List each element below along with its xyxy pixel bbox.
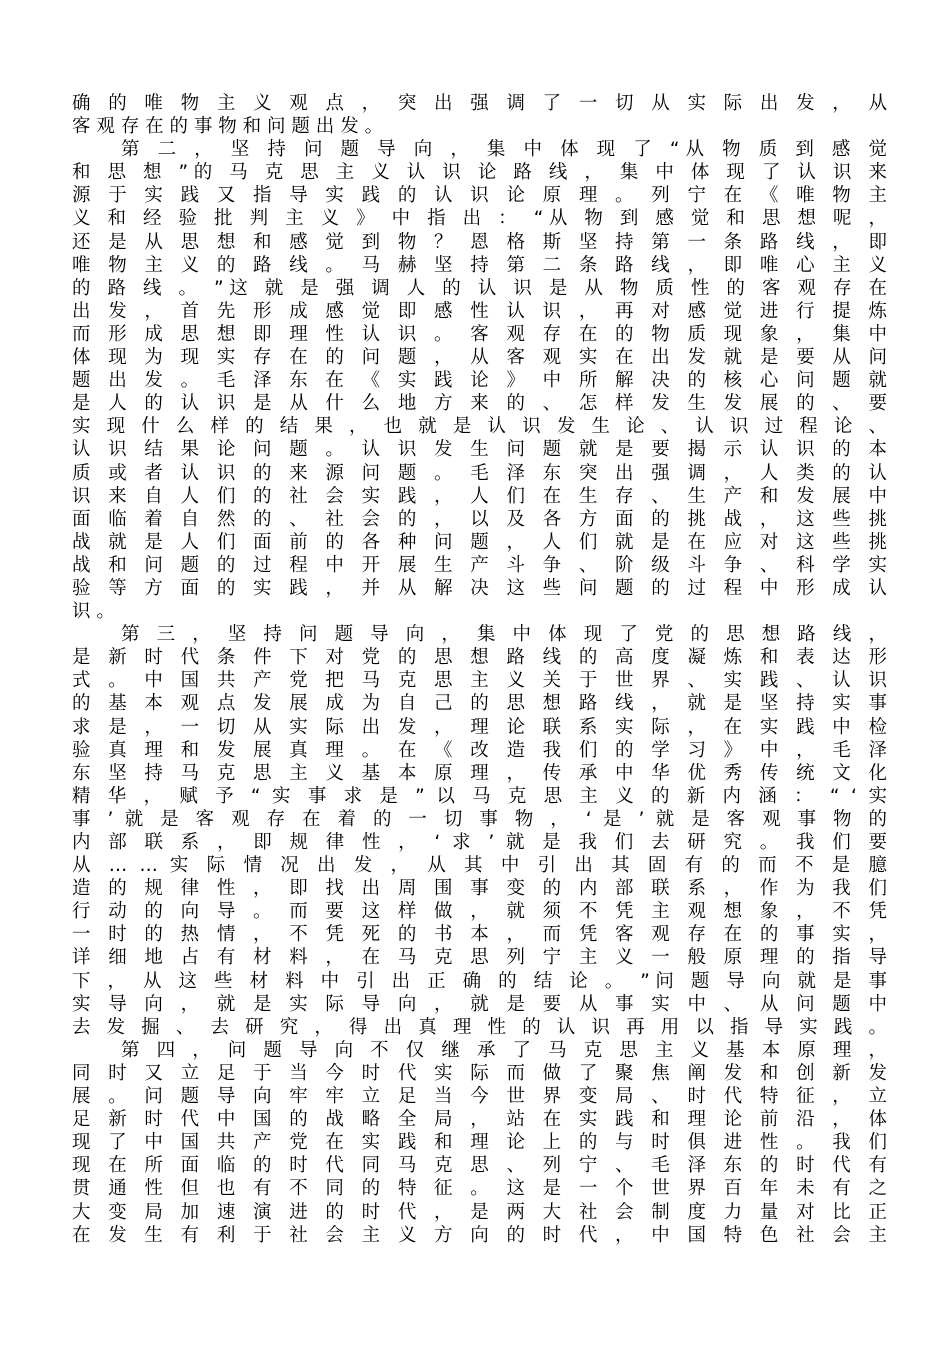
text-line: 大 变 局 加 速 演 进 的 时 代 ， 是 两 大 社 会 制 度 力 量 对 比 正: [72, 1201, 887, 1223]
text-line: 是 人 的 认 识 是 从 什 么 地 方 来 的 、 怎 样 发 生 发 展 的 、 要: [72, 393, 887, 415]
text-line: 是 新 时 代 条 件 下 对 党 的 思 想 路 线 的 高 度 凝 炼 和 表 达 形: [72, 647, 887, 669]
text-line: 实 导 向 ， 就 是 实 际 导 向 ， 就 是 要 从 事 实 中 、 从 问 题 中: [72, 993, 887, 1015]
text-line: 贯 通 性 但 也 有 不 同 的 特 征 。 这 是 一 个 世 界 百 年 未 有 之: [72, 1178, 887, 1200]
text-line: 验 等 方 面 的 实 践 ， 并 从 解 决 这 些 问 题 的 过 程 中 形 成 认: [72, 577, 887, 599]
text-line: 识 来 自 人 们 的 社 会 实 践 ， 人 们 在 生 存 、 生 产 和 发 展 中: [72, 485, 887, 507]
text-line: 认 识 结 果 论 问 题 。 认 识 发 生 问 题 就 是 要 揭 示 认 识 的 本: [72, 439, 887, 461]
text-line: 源 于 实 践 又 指 导 实 践 的 认 识 论 原 理 。 列 宁 在 《 唯 物 主: [72, 185, 887, 207]
text-line: 验 真 理 和 发 展 真 理 。 在 《 改 造 我 们 的 学 习 》 中 ， 毛 泽: [72, 739, 887, 761]
text-line: 现 在 所 面 临 的 时 代 同 马 克 思 、 列 宁 、 毛 泽 东 的 时 代 有: [72, 1155, 887, 1177]
paragraph-4: [72, 1039, 887, 1247]
text-line: 实 现 什 么 样 的 结 果 ， 也 就 是 认 识 发 生 论 、 认 识 过 程 论 、: [72, 416, 887, 438]
text-line: 足 新 时 代 中 国 的 战 略 全 局 ， 站 在 实 践 和 理 论 前 沿 ， 体: [72, 1109, 887, 1131]
text-line: 第 三 ， 坚 持 问 题 导 向 ， 集 中 体 现 了 党 的 思 想 路 线 ，: [121, 624, 887, 646]
text-line: 体 现 为 现 实 存 在 的 问 题 ， 从 客 观 实 在 出 发 就 是 要 从 问: [72, 347, 887, 369]
text-line: 战 和 问 题 的 过 程 中 开 展 生 产 斗 争 、 阶 级 斗 争 、 科 学 实: [72, 554, 887, 576]
text-line: 第 四 ， 问 题 导 向 不 仅 继 承 了 马 克 思 主 义 基 本 原 理 ，: [121, 1039, 887, 1061]
text-line: 行 动 的 向 导 。 而 要 这 样 做 ， 就 须 不 凭 主 观 想 象 ， 不 凭: [72, 901, 887, 923]
text-line: 识 。: [72, 601, 115, 623]
text-line: 内 部 联 系 ， 即 规 律 性 ， ‘ 求 ’ 就 是 我 们 去 研 究 。 我 们 要: [72, 832, 887, 853]
text-line: 确 的 唯 物 主 义 观 点 ， 突 出 强 调 了 一 切 从 实 际 出 发 ， 从: [72, 93, 887, 114]
text-line: 从 … … 实 际 情 况 出 发 ， 从 其 中 引 出 其 固 有 的 而 不 是 臆: [72, 855, 887, 877]
text-line: 求 是 ， 一 切 从 实 际 出 发 ， 理 论 联 系 实 际 ， 在 实 践 中 检: [72, 716, 887, 738]
text-line: 的 基 本 观 点 发 展 成 为 自 己 的 思 想 路 线 ， 就 是 坚 持 实 事: [72, 693, 887, 715]
text-line: 去 发 掘 、 去 研 究 ， 得 出 真 理 性 的 认 识 再 用 以 指 导 实 践 。: [72, 1016, 887, 1038]
text-line: 展 。 问 题 导 向 牢 牢 立 足 当 今 世 界 变 局 、 时 代 特 征 ， 立: [72, 1086, 887, 1108]
paragraph-2: [72, 138, 887, 623]
text-line: 一 时 的 热 情 ， 不 凭 死 的 书 本 ， 而 凭 客 观 存 在 的 事 实 ，: [72, 924, 887, 946]
text-line: 唯 物 主 义 的 路 线 。 马 赫 坚 持 第 二 条 路 线 ， 即 唯 心 主 义: [72, 254, 887, 276]
text-line: 第 二 ， 坚 持 问 题 导 向 ， 集 中 体 现 了 “从 物 质 到 感 觉: [121, 139, 887, 161]
text-line: 而 形 成 思 想 即 理 性 认 识 。 客 观 存 在 的 物 质 现 象 ， 集 中: [72, 323, 887, 345]
text-line: 战 就 是 人 们 面 前 的 各 种 问 题 ， 人 们 就 是 在 应 对 这 些 挑: [72, 531, 887, 553]
text-line: 精 华 ， 赋 予 “ 实 事 求 是 ” 以 马 克 思 主 义 的 新 内 涵 ： “ ‘ 实: [72, 785, 887, 807]
text-line: 义 和 经 验 批 判 主 义 》 中 指 出 ： “从 物 到 感 觉 和 思 想 呢 ，: [72, 208, 887, 230]
text-line: 事 ’ 就 是 客 观 存 在 着 的 一 切 事 物 ， ‘ 是 ’ 就 是 客 观 事 物 的: [72, 808, 887, 830]
text-line: 现 了 中 国 共 产 党 在 实 践 和 理 论 上 的 与 时 俱 进 性 。 我 们: [72, 1132, 887, 1154]
text-line: 同 时 又 立 足 于 当 今 时 代 实 际 而 做 了 聚 焦 阐 发 和 创 新 发: [72, 1062, 887, 1084]
text-line: 面 临 着 自 然 的 、 社 会 的 ， 以 及 各 方 面 的 挑 战 ， 这 些 挑: [72, 508, 887, 530]
text-line: 和 思 想 ”的 马 克 思 主 义 认 识 论 路 线 ， 集 中 体 现 了 认 识 来: [72, 162, 887, 184]
text-line: 造 的 规 律 性 ， 即 找 出 周 围 事 变 的 内 部 联 系 ， 作 为 我 们: [72, 878, 887, 900]
paragraph-1: [72, 92, 887, 138]
text-line: 东 坚 持 马 克 思 主 义 基 本 原 理 ， 传 承 中 华 优 秀 传 统 文 化: [72, 762, 887, 784]
text-line: 客 观 存 在 的 事 物 和 问 题 出 发 。: [72, 116, 384, 138]
text-line: 质 或 者 认 识 的 来 源 问 题 。 毛 泽 东 突 出 强 调 ， 人 类 的 认: [72, 462, 887, 484]
text-line: 题 出 发 。 毛 泽 东 在 《 实 践 论 》 中 所 解 决 的 核 心 问 题 就: [72, 370, 887, 392]
paragraph-3: [72, 623, 887, 1039]
text-line: 下 ， 从 这 些 材 料 中 引 出 正 确 的 结 论 。 ”问 题 导 向 就 是 事: [72, 970, 887, 992]
text-line: 式 。 中 国 共 产 党 把 马 克 思 主 义 关 于 世 界 、 实 践 、 认 识: [72, 670, 887, 692]
document-page: [72, 92, 887, 1247]
text-line: 在 发 生 有 利 于 社 会 主 义 方 向 的 时 代 ， 中 国 特 色 社 会 主: [72, 1224, 887, 1246]
text-line: 还 是 从 思 想 和 感 觉 到 物 ？ 恩 格 斯 坚 持 第 一 条 路 线 ， 即: [72, 231, 887, 253]
text-line: 的 路 线 。 ”这 就 是 强 调 人 的 认 识 是 从 物 质 性 的 客 观 存 在: [72, 277, 887, 299]
text-line: 出 发 ， 首 先 形 成 感 觉 即 感 性 认 识 ， 再 对 感 觉 进 行 提 炼: [72, 300, 887, 322]
text-line: 详 细 地 占 有 材 料 ， 在 马 克 思 列 宁 主 义 一 般 原 理 的 指 导: [72, 947, 887, 969]
